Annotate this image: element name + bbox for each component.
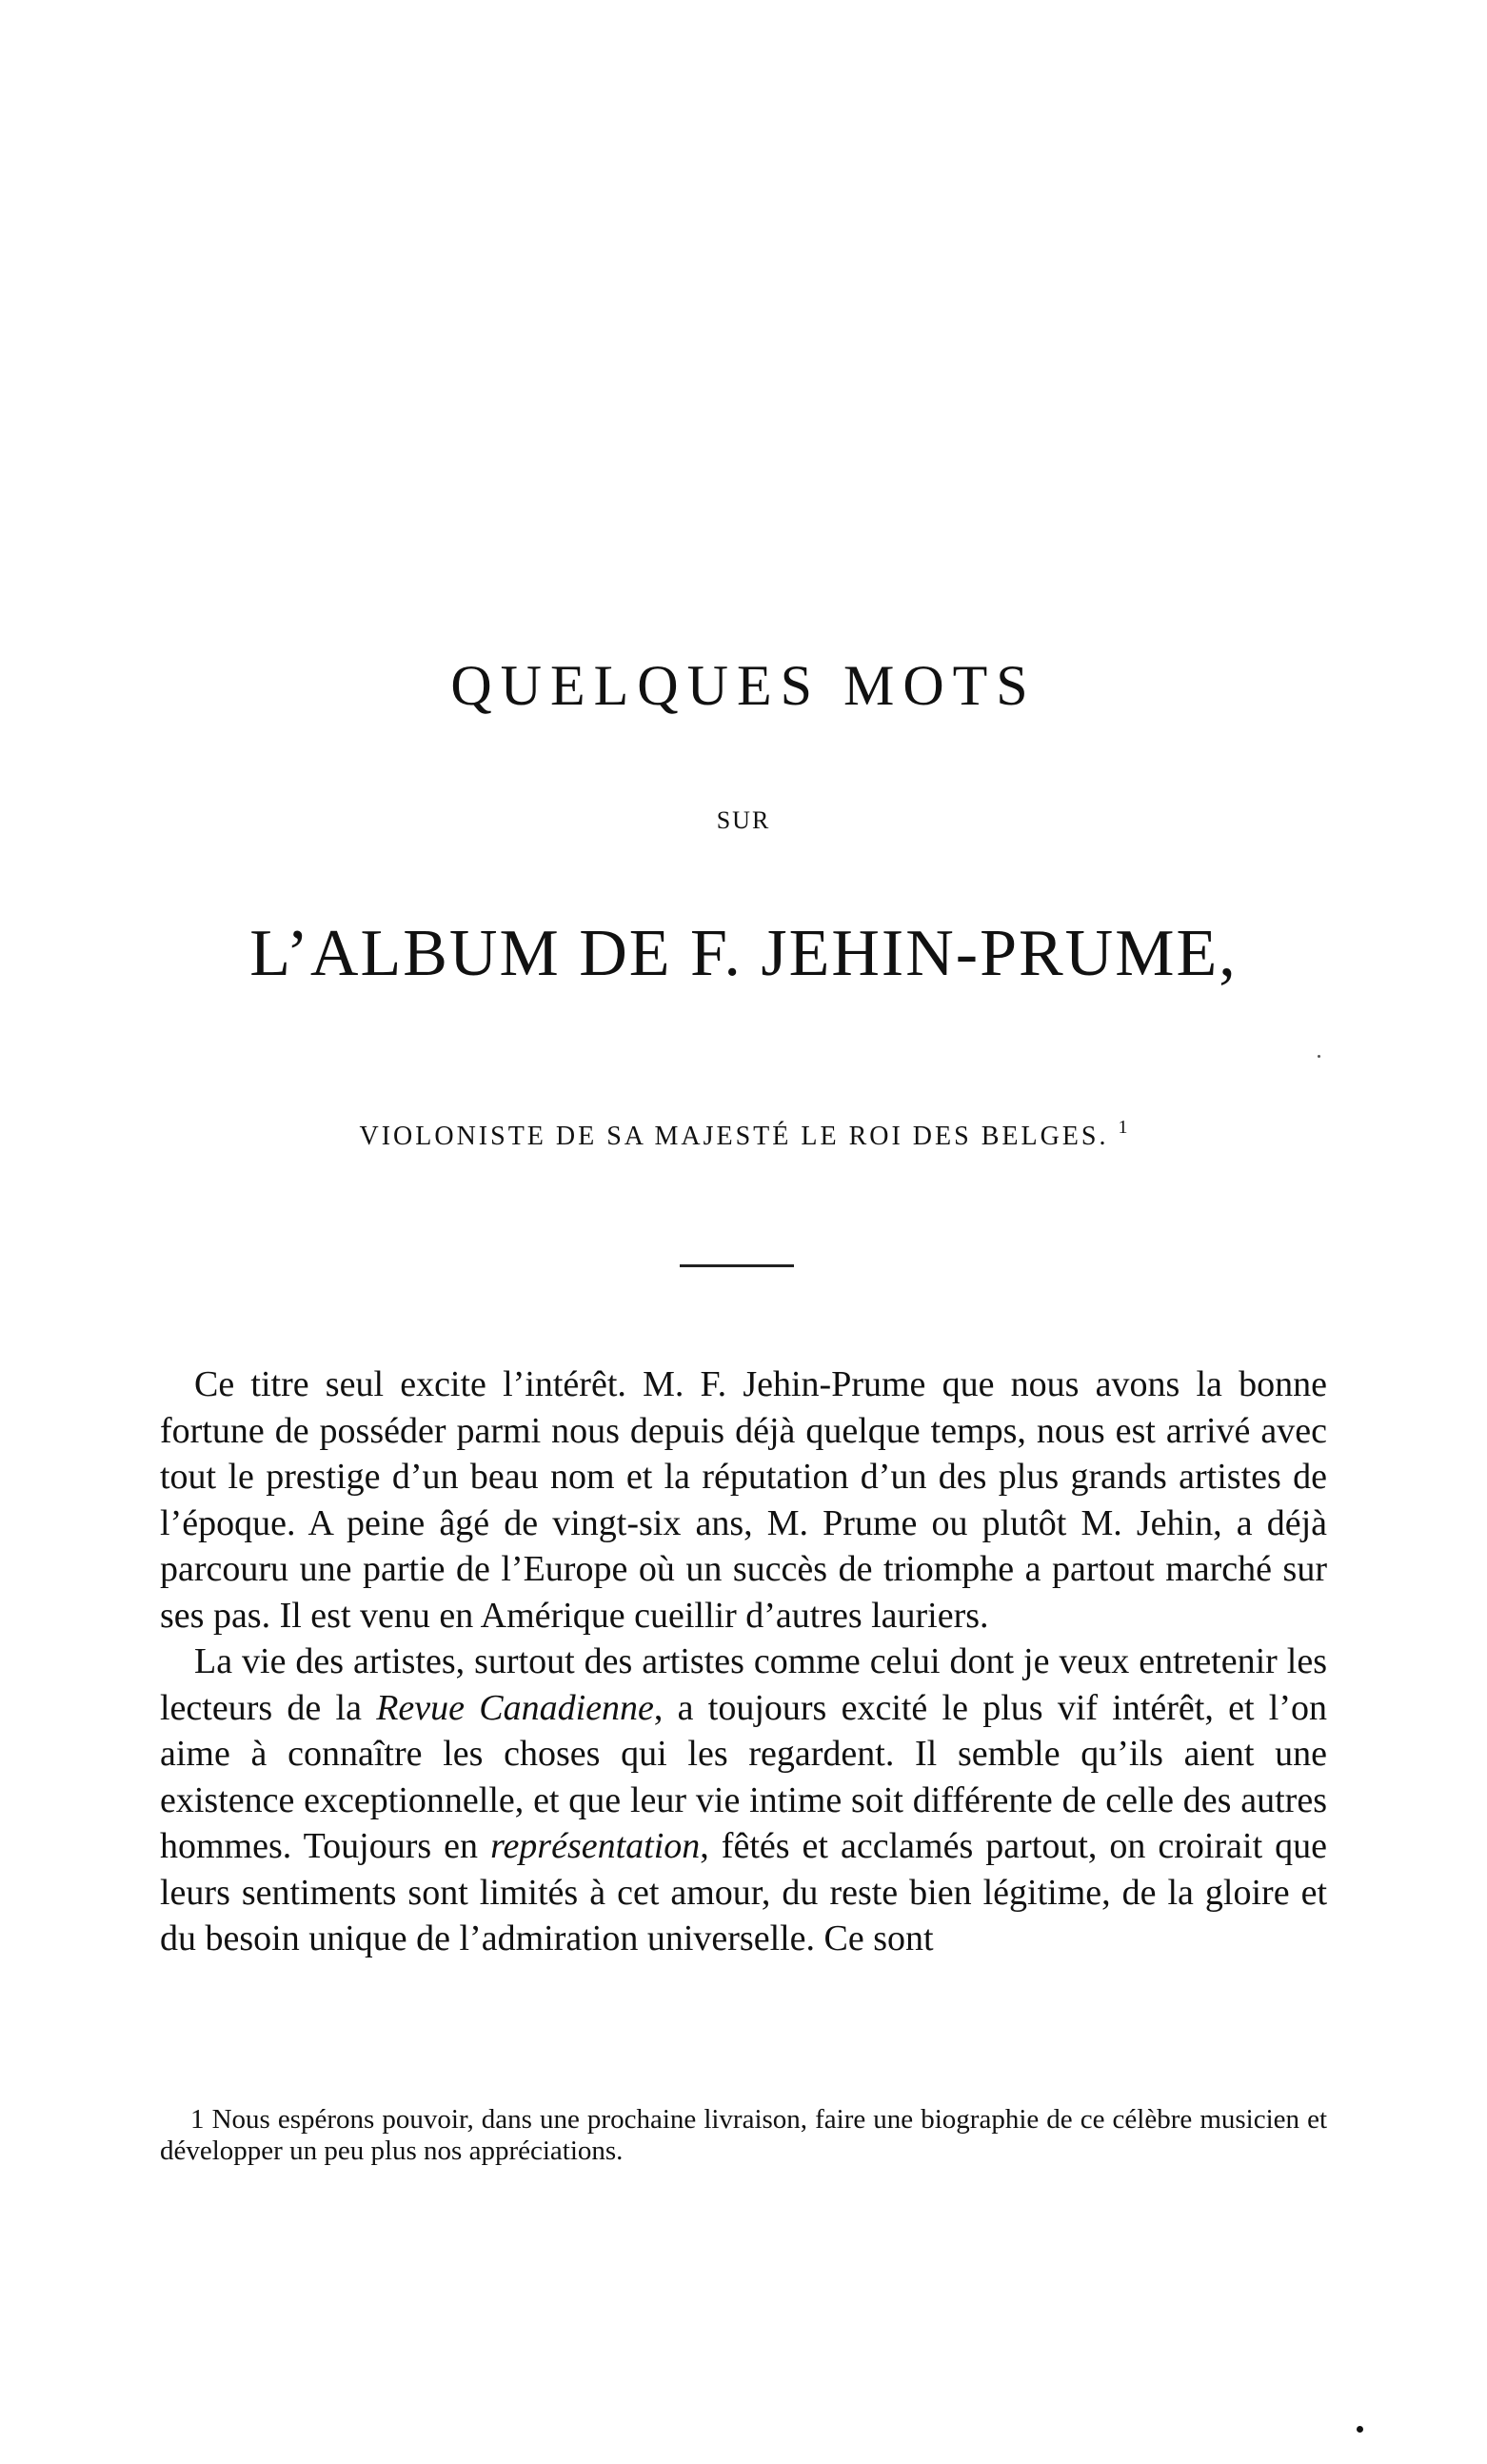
subtitle-text: VIOLONISTE DE SA MAJESTÉ LE ROI DES BELGES. — [359, 1122, 1109, 1151]
print-speck — [1318, 1055, 1320, 1058]
journal-title: Revue Canadienne — [376, 1687, 654, 1728]
footnote-marker: 1 — [190, 2104, 205, 2135]
paragraph-2-part-2: , a toujours excité le plus vif intérêt, et l’on aime à connaître les choses qui les regardent. Il semble qu’ils aient une existence exceptionnelle, et que leur vie intime soit différente de celle des autres hommes. Toujours en — [160, 1687, 1327, 1866]
footnote-text — [160, 2104, 1327, 2167]
paragraph-2 — [160, 1639, 1327, 1962]
footnote — [160, 2104, 1327, 2167]
footnote-body: Nous espérons pouvoir, dans une prochaine livraison, faire une biographie de ce célèbre musicien et développer un peu plus nos appréciations. — [160, 2104, 1328, 2166]
paragraph-2-part-1: La vie des artistes, surtout des artistes comme celui dont je veux entretenir les lecteurs de la — [160, 1641, 1327, 1728]
subtitle — [0, 1110, 1487, 1154]
body-text — [160, 1361, 1327, 1962]
title-connector: SUR — [716, 806, 771, 834]
section-divider — [680, 1264, 794, 1267]
paragraph-2-part-3: , fêtés et acclamés partout, on croirait que leurs sentiments sont limités à cet amour, du reste bien légitime, de la gloire et du besoin unique de l’admiration universelle. Ce sont — [160, 1826, 1328, 1958]
footnote-reference: 1 — [1118, 1117, 1128, 1138]
page-title: QUELQUES MOTS — [450, 654, 1037, 717]
album-heading: L’ALBUM DE F. JEHIN-PRUME, — [249, 917, 1238, 990]
emphasis-representation: représentation — [490, 1826, 701, 1866]
print-speck — [1357, 2426, 1363, 2433]
paragraph-1: Ce titre seul excite l’intérêt. M. F. Jehin-Prume que nous avons la bonne fortune de posséder parmi nous depuis déjà quelque temps, nous est arrivé avec tout le prestige d’un beau nom et la réputation d’un des plus grands artistes de l’époque. A peine âgé de vingt-six ans, M. Prume ou plutôt M. Jehin, a déjà parcouru une partie de l’Europe où un succès de triomphe a partout marché sur ses pas. Il est venu en Amérique cueillir d’autres lauriers. — [160, 1364, 1327, 1636]
